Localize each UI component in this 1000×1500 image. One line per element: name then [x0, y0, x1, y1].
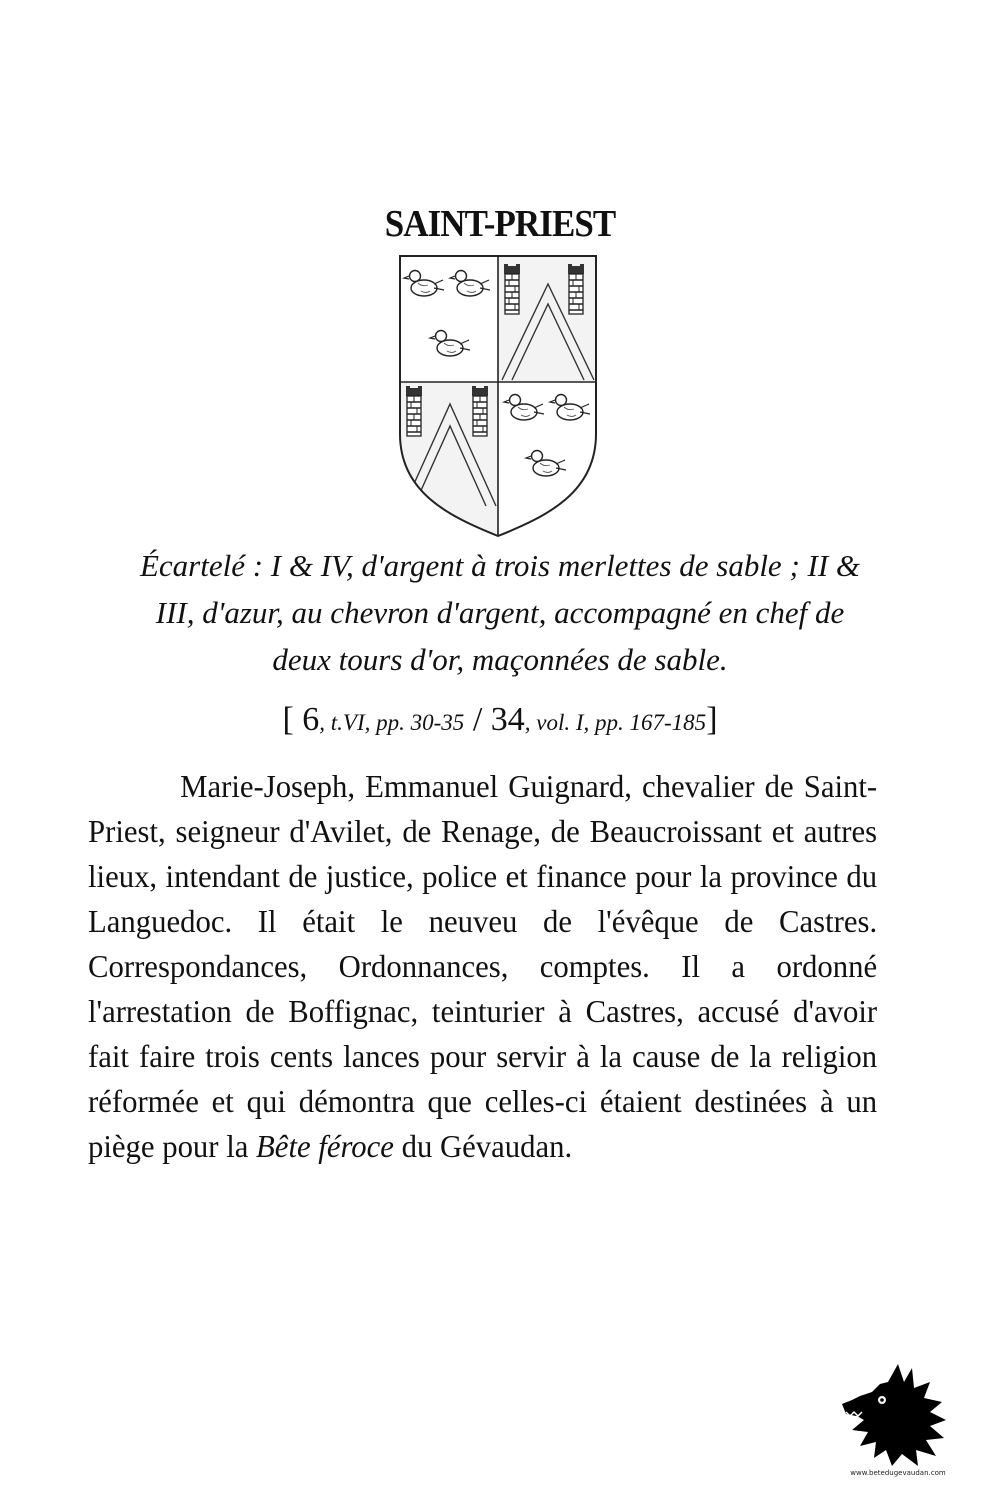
references-line — [0, 700, 1000, 743]
page-title: SAINT-PRIEST — [384, 203, 616, 245]
blazon-line: Écartelé : I & IV, d'argent à trois merlettes de sable ; II & — [139, 548, 861, 583]
biography-text-part: Marie-Joseph, Emmanuel Guignard, chevalier de Saint-Priest, seigneur d'Avilet, de Renage, de Beaucroissant et autres lieux, intendant de justice, police et finance pour la province du Languedoc. Il était le neuveu de l'évêque de Castres. Correspondances, Ordonnances, comptes. Il a ordonné l'arrestation de Boffignac, teinturier à Castres, accusé d'avoir fait faire trois cents lances pour servir à la cause de la religion réformée et qui démontra que celles-ci étaient destinées à un piège pour la — [88, 768, 878, 1164]
reference-separator: / — [472, 701, 483, 738]
blazon-text — [80, 542, 920, 683]
reference-number: 6 — [302, 701, 320, 738]
biography-text — [88, 764, 877, 1169]
biography-paragraph — [88, 764, 877, 1169]
wolf-head-icon — [838, 1358, 948, 1468]
blazon-line: III, d'azur, au chevron d'argent, accompagné en chef de — [155, 595, 845, 630]
biography-text-part: du Gévaudan. — [393, 1128, 573, 1164]
bracket-close: ] — [706, 701, 718, 738]
blazon-line: deux tours d'or, maçonnées de sable. — [272, 642, 728, 677]
reference-detail: , vol. I, pp. 167-185 — [524, 710, 707, 735]
biography-emphasis: Bête féroce — [256, 1128, 394, 1164]
bracket-open: [ — [282, 701, 294, 738]
reference-detail: , t.VI, pp. 30-35 — [319, 710, 465, 735]
coat-of-arms-icon — [398, 254, 598, 538]
reference-number: 34 — [490, 701, 525, 738]
site-url: www.betedugevaudan.com — [850, 1469, 946, 1477]
